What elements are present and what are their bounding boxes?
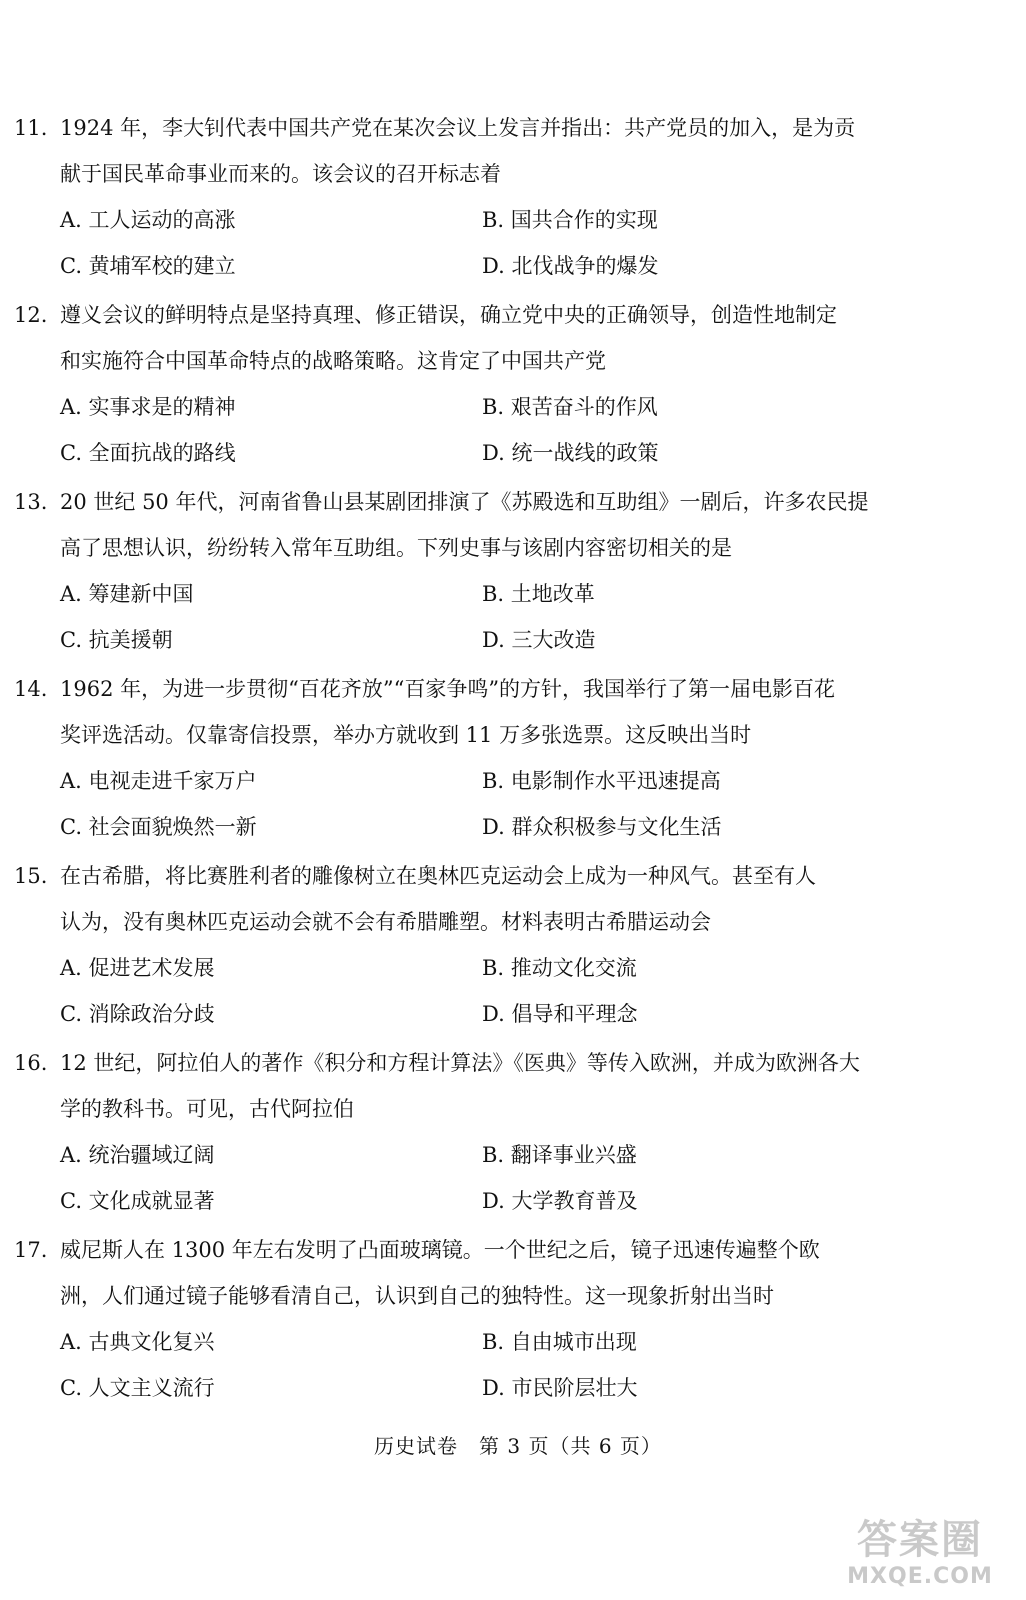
question-text: 遵义会议的鲜明特点是坚持真理、修正错误，确立党中央的正确领导，创造性地制定	[60, 303, 837, 327]
question-11	[14, 105, 894, 289]
question-text: 1962 年，为进一步贯彻“百花齐放”“百家争鸣”的方针，我国举行了第一届电影百花	[60, 677, 836, 701]
watermark-logo	[836, 1516, 1004, 1594]
question-15	[14, 853, 894, 1037]
question-text: 在古希腊，将比赛胜利者的雕像树立在奥林匹克运动会上成为一种风气。甚至有人	[60, 864, 816, 888]
question-17	[14, 1227, 894, 1411]
question-13	[14, 479, 894, 663]
watermark-logo-text: 答案圈	[857, 1517, 983, 1563]
option-row	[14, 197, 894, 243]
option-b: B. 翻译事业兴盛	[482, 1143, 637, 1167]
option-a: A. 统治疆域辽阔	[60, 1143, 215, 1167]
question-12	[14, 292, 894, 476]
question-text-continued: 献于国民革命事业而来的。该会议的召开标志着	[60, 162, 501, 186]
option-d: D. 群众积极参与文化生活	[482, 815, 722, 839]
question-text-continued: 洲，人们通过镜子能够看清自己，认识到自己的独特性。这一现象折射出当时	[60, 1284, 774, 1308]
option-row	[14, 1365, 894, 1411]
option-c: C. 社会面貌焕然一新	[60, 815, 257, 839]
watermark-url: MXQE.COM	[847, 1564, 993, 1589]
option-b: B. 国共合作的实现	[482, 208, 658, 232]
question-number: 14.	[14, 677, 48, 701]
question-stem-line	[14, 479, 894, 525]
question-stem-line	[14, 105, 894, 151]
option-d: D. 大学教育普及	[482, 1189, 638, 1213]
option-b: B. 电影制作水平迅速提高	[482, 769, 721, 793]
question-number: 13.	[14, 490, 48, 514]
question-number: 17.	[14, 1238, 48, 1262]
option-c: C. 人文主义流行	[60, 1376, 215, 1400]
question-text-continued: 奖评选活动。仅靠寄信投票，举办方就收到 11 万多张选票。这反映出当时	[60, 723, 752, 747]
option-d: D. 三大改造	[482, 628, 596, 652]
question-text: 12 世纪，阿拉伯人的著作《积分和方程计算法》《医典》等传入欧洲，并成为欧洲各大	[60, 1051, 860, 1075]
question-text-continued: 认为，没有奥林匹克运动会就不会有希腊雕塑。材料表明古希腊运动会	[60, 910, 711, 934]
option-row	[14, 758, 894, 804]
option-c: C. 消除政治分歧	[60, 1002, 215, 1026]
option-row	[14, 991, 894, 1037]
option-c: C. 抗美援朝	[60, 628, 173, 652]
question-16	[14, 1040, 894, 1224]
option-row	[14, 571, 894, 617]
option-a: A. 古典文化复兴	[60, 1330, 215, 1354]
option-d: D. 统一战线的政策	[482, 441, 659, 465]
option-row	[14, 1319, 894, 1365]
option-c: C. 黄埔军校的建立	[60, 254, 236, 278]
option-a: A. 实事求是的精神	[60, 395, 236, 419]
option-row	[14, 945, 894, 991]
option-b: B. 自由城市出现	[482, 1330, 637, 1354]
question-stem-line	[14, 1227, 894, 1273]
question-number: 12.	[14, 303, 48, 327]
option-d: D. 市民阶层壮大	[482, 1376, 638, 1400]
option-c: C. 全面抗战的路线	[60, 441, 236, 465]
option-row	[14, 384, 894, 430]
question-14	[14, 666, 894, 850]
option-row	[14, 1178, 894, 1224]
question-stem-line	[14, 292, 894, 338]
option-row	[14, 617, 894, 663]
question-text: 威尼斯人在 1300 年左右发明了凸面玻璃镜。一个世纪之后，镜子迅速传遍整个欧	[60, 1238, 820, 1262]
question-text-continued: 学的教科书。可见，古代阿拉伯	[60, 1097, 354, 1121]
option-a: A. 工人运动的高涨	[60, 208, 236, 232]
option-c: C. 文化成就显著	[60, 1189, 215, 1213]
option-row	[14, 804, 894, 850]
page-footer: 历史试卷 第 3 页（共 6 页）	[374, 1434, 662, 1458]
question-stem-line	[14, 853, 894, 899]
question-text: 20 世纪 50 年代，河南省鲁山县某剧团排演了《苏殿选和互助组》一剧后，许多农民提	[60, 490, 869, 514]
question-number: 11.	[14, 116, 48, 140]
option-a: A. 电视走进千家万户	[60, 769, 257, 793]
question-stem-line	[14, 666, 894, 712]
question-number: 16.	[14, 1051, 48, 1075]
option-row	[14, 430, 894, 476]
option-row	[14, 1132, 894, 1178]
option-d: D. 倡导和平理念	[482, 1002, 638, 1026]
option-a: A. 筹建新中国	[60, 582, 194, 606]
question-number: 15.	[14, 864, 48, 888]
option-d: D. 北伐战争的爆发	[482, 254, 659, 278]
question-text-continued: 和实施符合中国革命特点的战略策略。这肯定了中国共产党	[60, 349, 606, 373]
option-row	[14, 243, 894, 289]
question-text: 1924 年，李大钊代表中国共产党在某次会议上发言并指出：共产党员的加入，是为贡	[60, 116, 856, 140]
option-b: B. 推动文化交流	[482, 956, 637, 980]
question-stem-line	[14, 1040, 894, 1086]
option-a: A. 促进艺术发展	[60, 956, 215, 980]
option-b: B. 艰苦奋斗的作风	[482, 395, 658, 419]
question-text-continued: 高了思想认识，纷纷转入常年互助组。下列史事与该剧内容密切相关的是	[60, 536, 732, 560]
option-b: B. 土地改革	[482, 582, 595, 606]
